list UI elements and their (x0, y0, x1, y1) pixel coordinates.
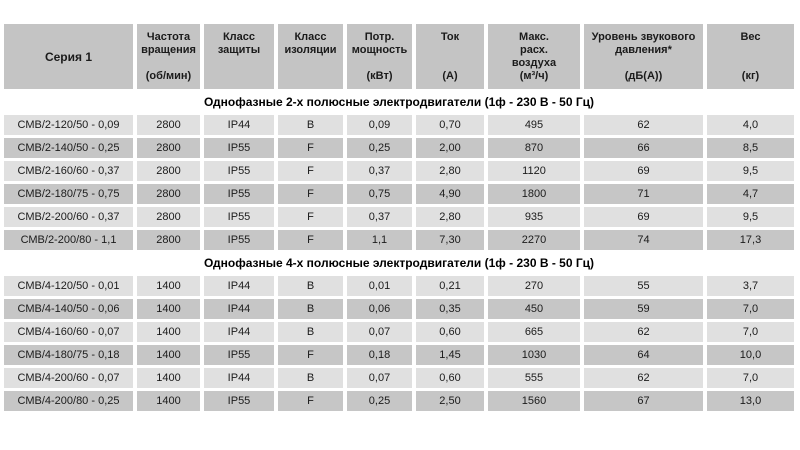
model-cell: СМВ/4-200/80 - 0,25 (4, 391, 133, 411)
value-cell: 71 (584, 184, 703, 204)
column-header (278, 24, 343, 89)
value-cell: F (278, 391, 343, 411)
value-cell: IP55 (204, 207, 274, 227)
column-header-unit: (об/мин) (145, 70, 192, 82)
value-cell: IP44 (204, 299, 274, 319)
column-header (707, 24, 794, 89)
value-cell: 1120 (488, 161, 580, 181)
value-cell: IP55 (204, 138, 274, 158)
column-header-label: Серия 1 (44, 49, 93, 64)
value-cell: 1400 (137, 299, 200, 319)
value-cell: 2,00 (416, 138, 484, 158)
value-cell: 55 (584, 276, 703, 296)
column-header-unit: (м³/ч) (519, 70, 549, 82)
value-cell: 555 (488, 368, 580, 388)
value-cell: 1560 (488, 391, 580, 411)
section-title: Однофазные 4-х полюсные электродвигатели (1ф - 230 В - 50 Гц) (4, 253, 794, 273)
value-cell: 1400 (137, 322, 200, 342)
column-header (204, 24, 274, 89)
value-cell: 450 (488, 299, 580, 319)
value-cell: 0,60 (416, 322, 484, 342)
value-cell: 13,0 (707, 391, 794, 411)
table-row (4, 230, 794, 250)
value-cell: 665 (488, 322, 580, 342)
table-row (4, 276, 794, 296)
value-cell: 59 (584, 299, 703, 319)
column-header (488, 24, 580, 89)
value-cell: 4,90 (416, 184, 484, 204)
table-row (4, 391, 794, 411)
value-cell: 0,25 (347, 391, 412, 411)
model-cell: СМВ/4-140/50 - 0,06 (4, 299, 133, 319)
value-cell: 9,5 (707, 161, 794, 181)
column-header-label: Уровень звукового давления* (591, 31, 696, 56)
column-header-unit: (дБ(А)) (624, 70, 663, 82)
table-row (4, 345, 794, 365)
column-header-label: Потр. мощность (351, 31, 408, 56)
value-cell: 10,0 (707, 345, 794, 365)
value-cell: 4,0 (707, 115, 794, 135)
value-cell: 0,18 (347, 345, 412, 365)
value-cell: 870 (488, 138, 580, 158)
column-header-unit: (кг) (741, 70, 760, 82)
value-cell: 495 (488, 115, 580, 135)
table-row (4, 322, 794, 342)
value-cell: 62 (584, 115, 703, 135)
value-cell: 1,45 (416, 345, 484, 365)
value-cell: 2800 (137, 115, 200, 135)
value-cell: 0,75 (347, 184, 412, 204)
value-cell: IP55 (204, 230, 274, 250)
value-cell: B (278, 276, 343, 296)
table-row (4, 184, 794, 204)
value-cell: 4,7 (707, 184, 794, 204)
value-cell: 0,07 (347, 368, 412, 388)
value-cell: B (278, 115, 343, 135)
value-cell: 1800 (488, 184, 580, 204)
model-cell: СМВ/4-120/50 - 0,01 (4, 276, 133, 296)
section-header-row (4, 92, 794, 112)
value-cell: IP44 (204, 322, 274, 342)
table-row (4, 115, 794, 135)
value-cell: F (278, 161, 343, 181)
value-cell: 2800 (137, 138, 200, 158)
model-cell: СМВ/2-200/60 - 0,37 (4, 207, 133, 227)
table-row (4, 299, 794, 319)
value-cell: B (278, 299, 343, 319)
value-cell: F (278, 345, 343, 365)
value-cell: 0,07 (347, 322, 412, 342)
value-cell: 2800 (137, 230, 200, 250)
value-cell: IP44 (204, 276, 274, 296)
column-header-label: Макс. расх. воздуха (511, 31, 557, 69)
value-cell: IP55 (204, 161, 274, 181)
section-title: Однофазные 2-х полюсные электродвигатели (1ф - 230 В - 50 Гц) (4, 92, 794, 112)
value-cell: 62 (584, 322, 703, 342)
model-cell: СМВ/2-120/50 - 0,09 (4, 115, 133, 135)
column-header (584, 24, 703, 89)
value-cell: 270 (488, 276, 580, 296)
value-cell: 7,0 (707, 368, 794, 388)
value-cell: 66 (584, 138, 703, 158)
value-cell: IP55 (204, 345, 274, 365)
value-cell: 1400 (137, 345, 200, 365)
column-header-label: Вес (740, 31, 761, 43)
column-header (416, 24, 484, 89)
value-cell: 1,1 (347, 230, 412, 250)
value-cell: 8,5 (707, 138, 794, 158)
model-cell: СМВ/2-140/50 - 0,25 (4, 138, 133, 158)
section-header-row (4, 253, 794, 273)
value-cell: 1030 (488, 345, 580, 365)
value-cell: 7,0 (707, 322, 794, 342)
value-cell: 0,21 (416, 276, 484, 296)
value-cell: 64 (584, 345, 703, 365)
value-cell: 69 (584, 161, 703, 181)
value-cell: 2270 (488, 230, 580, 250)
value-cell: 2,80 (416, 161, 484, 181)
value-cell: 2800 (137, 207, 200, 227)
value-cell: 69 (584, 207, 703, 227)
value-cell: F (278, 230, 343, 250)
value-cell: 0,70 (416, 115, 484, 135)
value-cell: F (278, 138, 343, 158)
value-cell: 0,35 (416, 299, 484, 319)
table-row (4, 138, 794, 158)
value-cell: B (278, 368, 343, 388)
value-cell: 1400 (137, 276, 200, 296)
value-cell: 9,5 (707, 207, 794, 227)
value-cell: 0,37 (347, 207, 412, 227)
value-cell: 17,3 (707, 230, 794, 250)
value-cell: IP44 (204, 115, 274, 135)
model-cell: СМВ/2-180/75 - 0,75 (4, 184, 133, 204)
value-cell: IP55 (204, 184, 274, 204)
value-cell: 2,80 (416, 207, 484, 227)
column-header (347, 24, 412, 89)
value-cell: 1400 (137, 368, 200, 388)
column-header-label: Класс изоляции (284, 31, 337, 56)
value-cell: IP44 (204, 368, 274, 388)
table-body (4, 92, 794, 411)
value-cell: 3,7 (707, 276, 794, 296)
value-cell: 7,0 (707, 299, 794, 319)
value-cell: 935 (488, 207, 580, 227)
model-cell: СМВ/4-200/60 - 0,07 (4, 368, 133, 388)
column-header-label: Ток (440, 31, 460, 43)
value-cell: 0,37 (347, 161, 412, 181)
value-cell: IP55 (204, 391, 274, 411)
value-cell: 0,06 (347, 299, 412, 319)
value-cell: 2800 (137, 161, 200, 181)
motor-spec-table (0, 21, 798, 414)
value-cell: 74 (584, 230, 703, 250)
column-header-unit: (кВт) (366, 70, 393, 82)
value-cell: 67 (584, 391, 703, 411)
value-cell: 0,60 (416, 368, 484, 388)
value-cell: 0,25 (347, 138, 412, 158)
header-row (4, 24, 794, 89)
model-cell: СМВ/2-160/60 - 0,37 (4, 161, 133, 181)
column-header-label: Частота вращения (141, 31, 196, 56)
table-row (4, 161, 794, 181)
value-cell: 7,30 (416, 230, 484, 250)
value-cell: 0,01 (347, 276, 412, 296)
model-cell: СМВ/4-180/75 - 0,18 (4, 345, 133, 365)
value-cell: B (278, 322, 343, 342)
table-row (4, 368, 794, 388)
value-cell: 62 (584, 368, 703, 388)
column-header-label: Класс защиты (217, 31, 261, 56)
value-cell: F (278, 207, 343, 227)
value-cell: 2800 (137, 184, 200, 204)
column-header (137, 24, 200, 89)
value-cell: 2,50 (416, 391, 484, 411)
table-row (4, 207, 794, 227)
column-header-unit: (А) (442, 70, 458, 82)
value-cell: F (278, 184, 343, 204)
column-header (4, 24, 133, 89)
model-cell: СМВ/2-200/80 - 1,1 (4, 230, 133, 250)
model-cell: СМВ/4-160/60 - 0,07 (4, 322, 133, 342)
value-cell: 0,09 (347, 115, 412, 135)
value-cell: 1400 (137, 391, 200, 411)
